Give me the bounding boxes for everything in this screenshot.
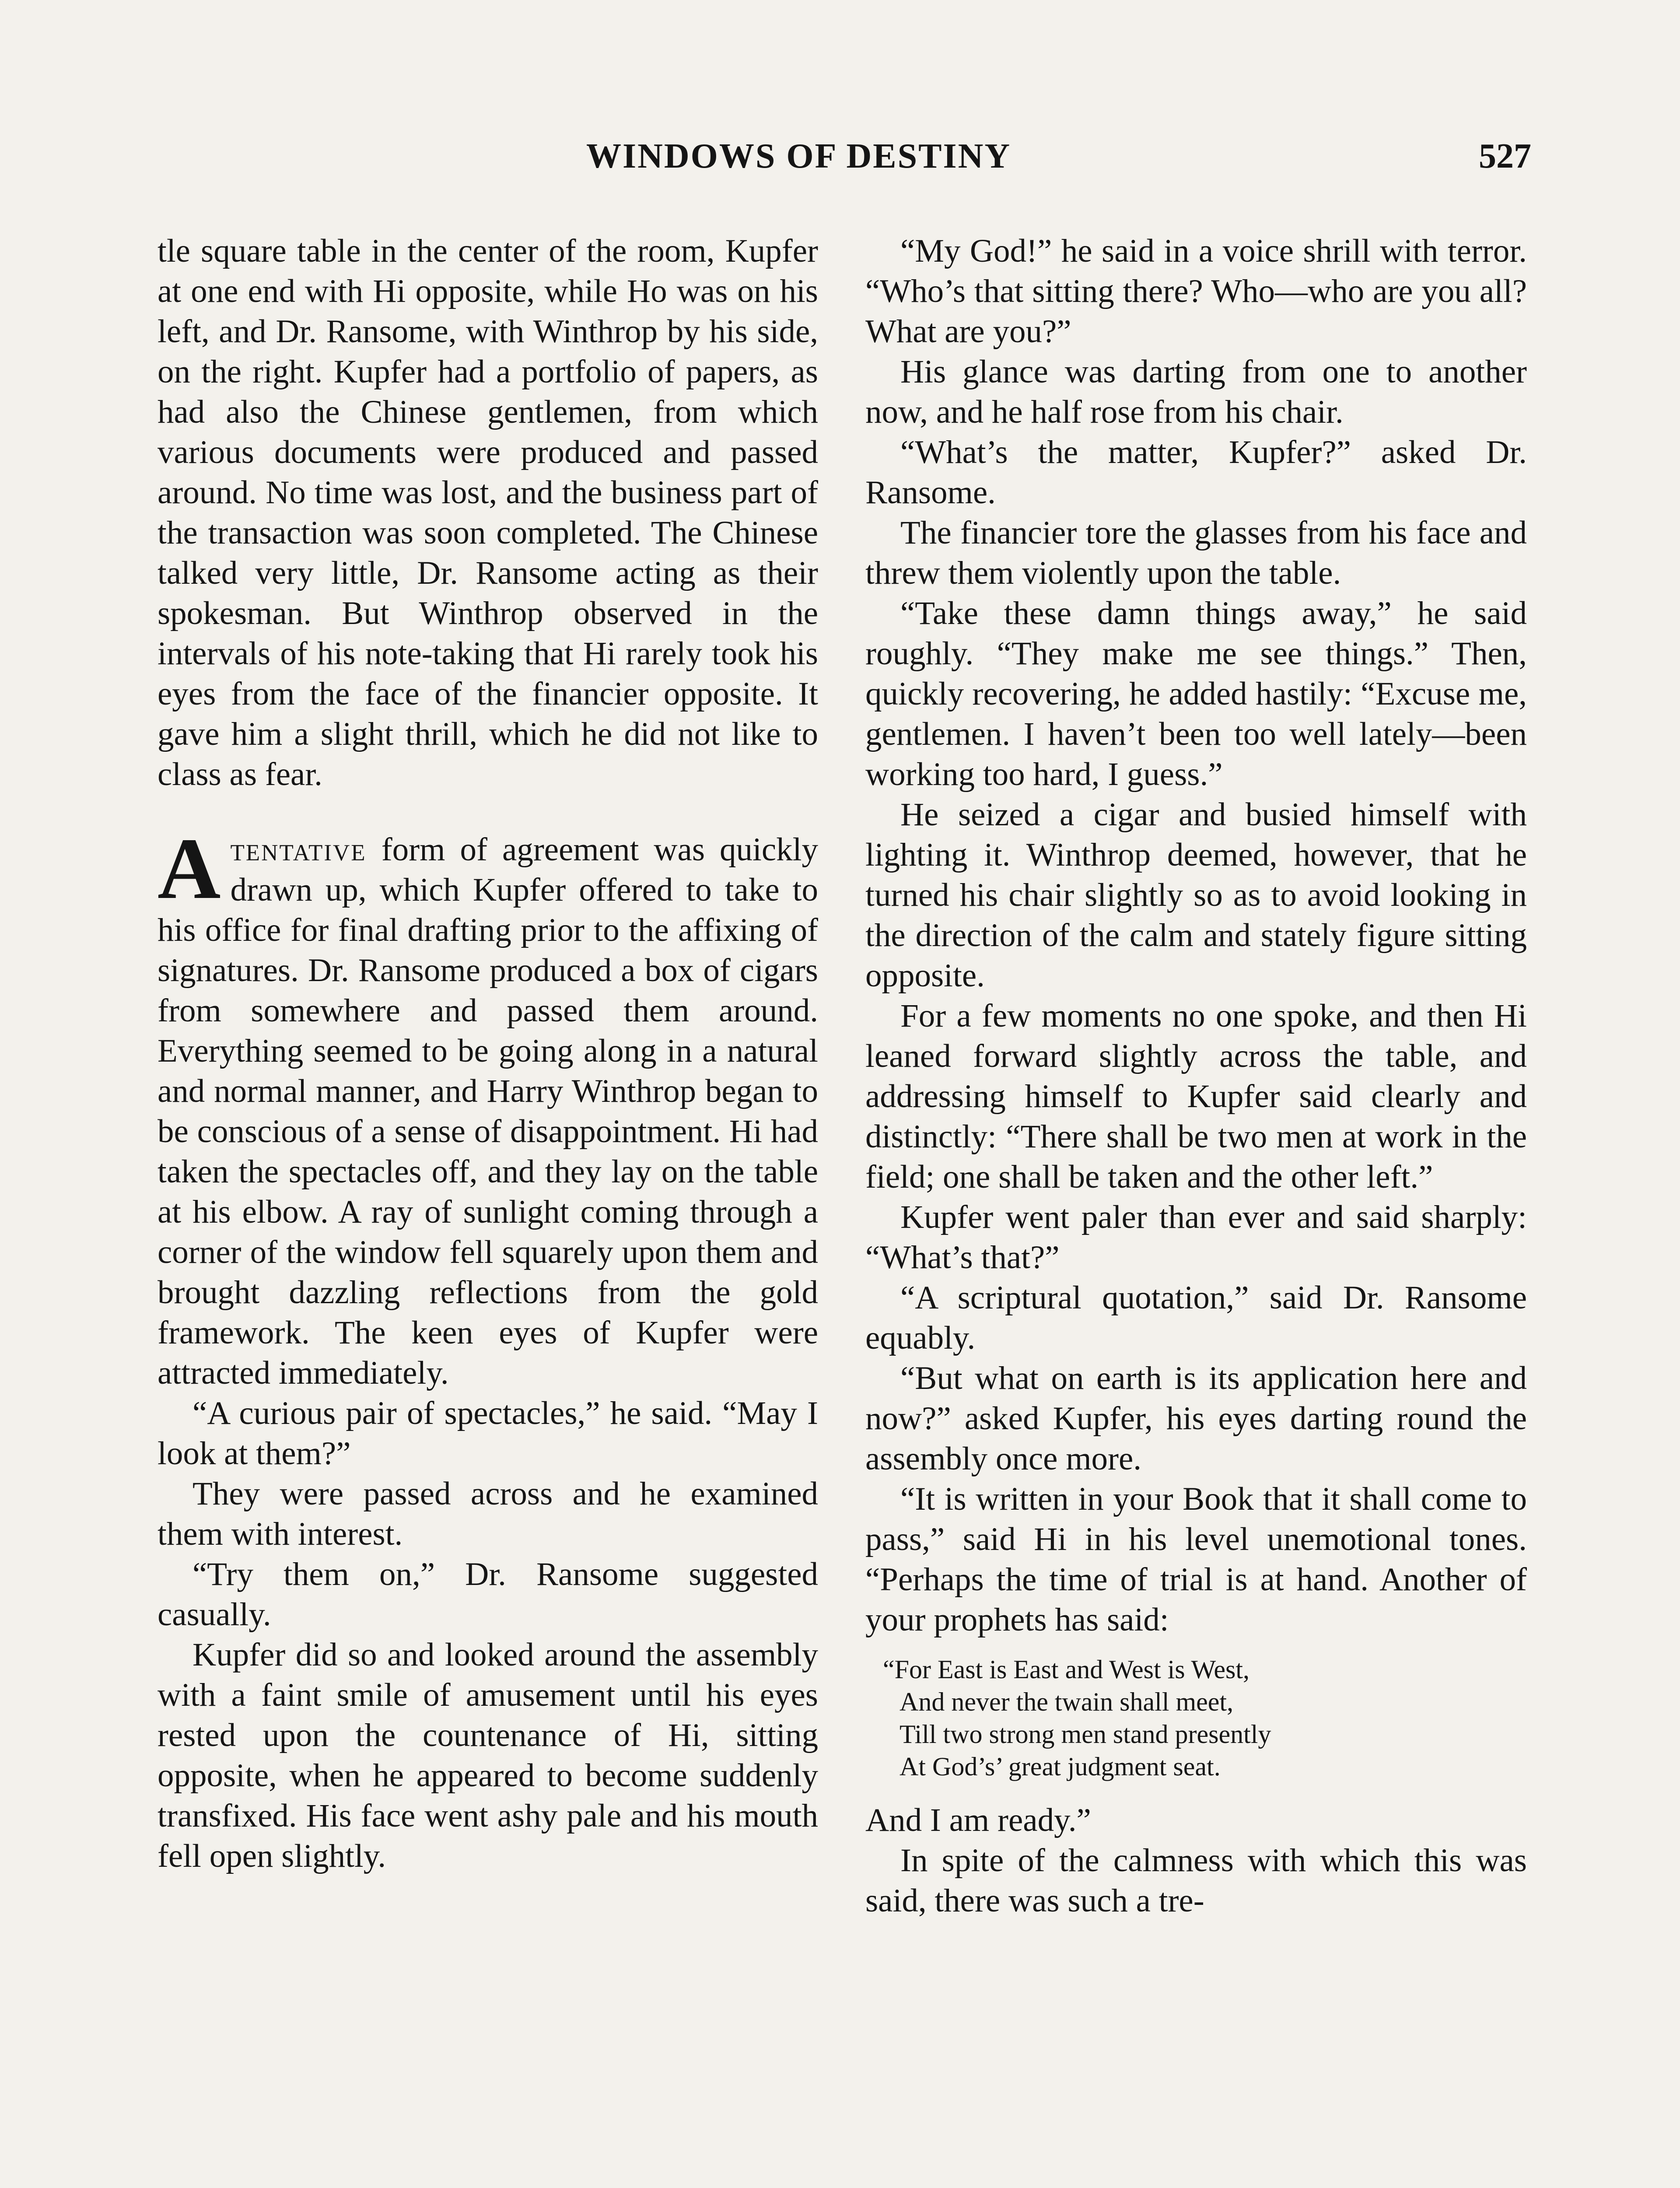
paragraph: His glance was darting from one to another now, and he half rose from his chair. [865,354,1527,430]
poem-line: “For East is East and West is West, [883,1655,1250,1684]
paragraph: Kupfer did so and looked around the assembly with a faint smile of amusement until his eyes rested upon the countenance of Hi, sitting opposite, when he appeared to become suddenly transfixed. His face went ashy pale and his mouth fell open slightly. [158,1637,818,1874]
section-break [158,795,818,830]
poem-line: And never the twain shall meet, [900,1687,1234,1716]
poem-line: Till two strong men stand presently [900,1720,1271,1749]
running-title: WINDOWS OF DESTINY [586,137,1012,175]
dropcap-letter: A [158,820,221,917]
paragraph: In spite of the calmness with which this was said, there was such a tre- [865,1842,1527,1919]
paragraph-text: form of agreement was quickly drawn up, which Kupfer offered to take to his office for final drafting prior to the affixing of signatures. Dr. Ransome produced a box of cigars from somewhere and passed them around. Everything seemed to be going along in a natural and normal manner, and Harry Winthrop began to be conscious of a sense of disappointment. Hi had taken the spectacles off, and they lay on the table at his elbow. A ray of sunlight coming through a corner of the window fell squarely upon them and brought dazzling reflections from the gold framework. The keen eyes of Kupfer were attracted immediately. [158,831,818,1391]
paragraph: Kupfer went paler than ever and said sharply: “What’s that?” [865,1199,1527,1276]
paragraph: “But what on earth is its application here and now?” asked Kupfer, his eyes darting round the assembly once more. [865,1360,1527,1477]
paragraph: And I am ready.” [865,1802,1091,1838]
paragraph: “My God!” he said in a voice shrill with terror. “Who’s that sitting there? Who—who are you all? What are you?” [865,233,1527,350]
paragraph: “What’s the matter, Kupfer?” asked Dr. Ransome. [865,434,1527,511]
paragraph: They were passed across and he examined them with interest. [158,1476,818,1552]
paragraph: The financier tore the glasses from his face and threw them violently upon the table. [865,515,1527,591]
page-number: 527 [1479,137,1531,175]
paragraph: He seized a cigar and busied himself with lighting it. Winthrop deemed, however, that he turned his chair slightly so as to avoid looking in the direction of the calm and stately figure sitting opposite. [865,796,1527,994]
paragraph: For a few moments no one spoke, and then Hi leaned forward slightly across the table, and addressing himself to Kupfer said clearly and distinctly: “There shall be two men at work in the field; one shall be taken and the other left.” [865,998,1527,1195]
paragraph: “It is written in your Book that it shall come to pass,” said Hi in his level unemotional tones. “Perhaps the time of trial is at hand. Another of your prophets has said: [865,1481,1527,1638]
right-column [865,231,1527,1921]
poem-quote [865,1653,1527,1783]
paragraph: “Try them on,” Dr. Ransome suggested casually. [158,1556,818,1633]
paragraph: tle square table in the center of the room, Kupfer at one end with Hi opposite, while Ho was on his left, and Dr. Ransome, with Winthrop by his side, on the right. Kupfer had a portfolio of papers, as had also the Chinese gentlemen, from which various documents were produced and passed around. No time was lost, and the business part of the transaction was soon completed. The Chinese talked very little, Dr. Ransome acting as their spokesman. But Winthrop observed in the intervals of his note-taking that Hi rarely took his eyes from the face of the financier opposite. It gave him a slight thrill, which he did not like to class as fear. [158,233,818,792]
poem-line: At God’s’ great judgment seat. [900,1752,1221,1781]
page-header [0,137,1680,185]
dropcap-smallcaps: tentative [230,831,367,868]
paragraph: “A scriptural quotation,” said Dr. Ransome equably. [865,1280,1527,1356]
dropcap-paragraph [158,820,818,1393]
left-column [158,231,818,1876]
paragraph: “Take these damn things away,” he said roughly. “They make me see things.” Then, quickly recovering, he added hastily: “Excuse me, gentlemen. I haven’t been too well lately—been working too hard, I guess.” [865,595,1527,792]
paragraph: “A curious pair of spectacles,” he said. “May I look at them?” [158,1395,818,1472]
